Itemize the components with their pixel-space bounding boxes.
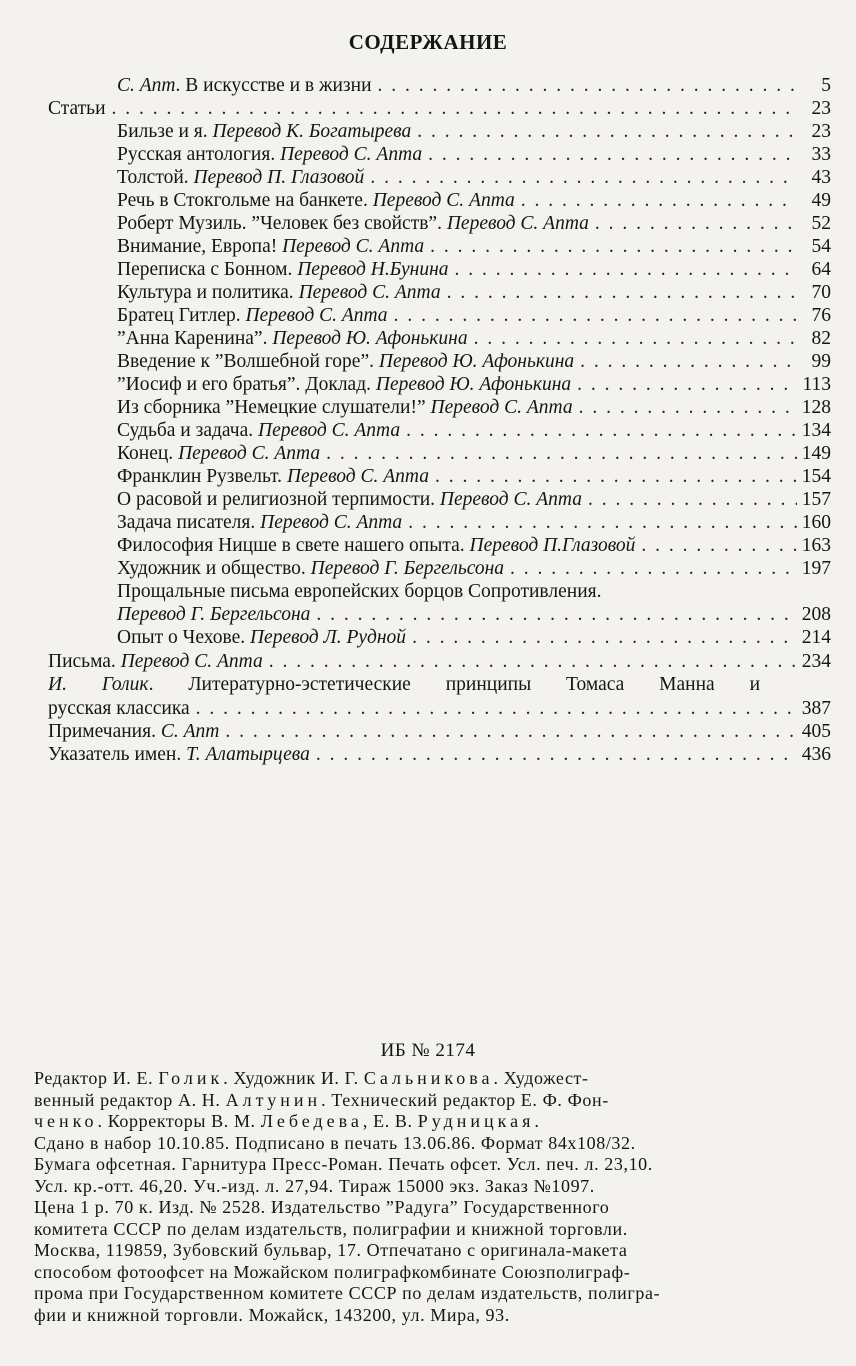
toc-entry-letters: [48, 650, 831, 674]
leader-dots: [316, 603, 797, 627]
leader-dots: [406, 419, 797, 443]
leader-dots: [579, 396, 797, 420]
imprint-line: Редактор И. Е. Голик. Художник И. Г. Сальникова. Художест-: [34, 1068, 589, 1088]
toc-page-number: 54: [811, 236, 831, 257]
toc-title: Культура и политика.: [117, 282, 294, 303]
toc-page-number: 405: [801, 721, 831, 742]
leader-dots: [428, 143, 797, 167]
toc-entry: [117, 235, 831, 259]
imprint-line: Сдано в набор 10.10.85. Подписано в печать 13.06.86. Формат 84х108/32.: [34, 1132, 636, 1153]
leader-dots: [326, 442, 797, 466]
toc-title: Переписка с Бонном.: [117, 259, 293, 280]
toc-entry-golik-line1: И. Голик. Литературно-эстетические принципы Томаса Манна и: [48, 674, 760, 695]
toc-page-number: 52: [811, 213, 831, 234]
leader-dots: [455, 258, 797, 282]
toc-entry: [117, 327, 831, 351]
toc-title: Письма.: [48, 651, 116, 672]
toc-entry: [117, 419, 831, 443]
toc-entry: [117, 534, 831, 558]
imprint-line: венный редактор А. Н. Алтунин. Технический редактор Е. Ф. Фон-: [34, 1089, 609, 1110]
toc-title: Толстой.: [117, 167, 189, 188]
toc-title: Внимание, Европа!: [117, 236, 278, 257]
toc-translator: Перевод Г. Бергельсона: [117, 604, 311, 625]
toc-entry: [117, 511, 831, 535]
toc-title: . В искусстве и в жизни: [175, 75, 372, 96]
toc-title: Братец Гитлер.: [117, 305, 241, 326]
ib-number: ИБ № 2174: [380, 1040, 476, 1061]
imprint-line: способом фотоофсет на Можайском полиграфкомбинате Союзполиграф-: [34, 1261, 631, 1282]
toc-translator: Перевод Ю. Афонькина: [272, 328, 468, 349]
toc-title: русская классика: [48, 698, 190, 719]
toc-entry: [117, 120, 831, 144]
leader-dots: [378, 74, 798, 98]
leader-dots: [370, 166, 797, 190]
leader-dots: [588, 488, 797, 512]
leader-dots: [577, 373, 797, 397]
toc-page-number: 387: [801, 698, 831, 719]
toc-page-number: 197: [801, 558, 831, 579]
leader-dots: [447, 281, 797, 305]
toc-page-number: 113: [802, 374, 831, 395]
toc-translator: Перевод С. Апта: [282, 236, 425, 257]
toc-title: Речь в Стокгольме на банкете.: [117, 190, 368, 211]
toc-entry: [117, 396, 831, 420]
toc-entry: [117, 465, 831, 489]
toc-title: Философия Ницше в свете нашего опыта.: [117, 535, 465, 556]
imprint-line: Москва, 119859, Зубовский бульвар, 17. Отпечатано с оригинала-макета: [34, 1240, 628, 1260]
toc-entry: [117, 373, 831, 397]
toc-page-number: 208: [801, 604, 831, 625]
toc-title: Из сборника ”Немецкие слушатели!”: [117, 397, 426, 418]
leader-dots: [435, 465, 797, 489]
leader-dots: [580, 350, 797, 374]
toc-page-number: 99: [811, 351, 831, 372]
toc-translator: Перевод П. Глазовой: [193, 167, 365, 188]
leader-dots: [316, 743, 797, 767]
toc-page-number: 5: [821, 75, 831, 96]
toc-page-number: 134: [801, 420, 831, 441]
toc-page-number: 234: [801, 651, 831, 672]
leader-dots: [521, 189, 797, 213]
toc-translator: Перевод Н.Бунина: [297, 259, 449, 280]
toc-author: Т. Алатырцева: [186, 744, 310, 765]
toc-entry: [117, 258, 831, 282]
toc-entry-farewell: [117, 603, 831, 627]
toc-translator: Перевод С. Апта: [298, 282, 441, 303]
toc-translator: Перевод С. Апта: [280, 144, 423, 165]
toc-translator: Перевод С. Апта: [178, 443, 321, 464]
leader-dots: [474, 327, 797, 351]
toc-entry-index: [48, 743, 831, 767]
toc-title: Примечания.: [48, 721, 156, 742]
toc-entry: [117, 189, 831, 213]
toc-page-number: 128: [801, 397, 831, 418]
toc-page-number: 23: [811, 121, 831, 142]
leader-dots: [269, 650, 797, 674]
toc-author: И. Голик: [48, 674, 149, 695]
toc-page-number: 33: [811, 144, 831, 165]
toc-title: ”Иосиф и его братья”. Доклад.: [117, 374, 371, 395]
imprint-line: ченко. Корректоры В. М. Лебедева, Е. В. Рудницкая.: [34, 1111, 540, 1131]
toc-page-number: 64: [811, 259, 831, 280]
imprint-line: фии и книжной торговли. Можайск, 143200, ул. Мира, 93.: [34, 1304, 510, 1325]
toc-page-number: 82: [811, 328, 831, 349]
imprint-line: прома при Государственном комитете СССР по делам издательств, полигра-: [34, 1283, 661, 1303]
leader-dots: [225, 720, 797, 744]
toc-translator: Перевод С. Апта: [446, 213, 589, 234]
leader-dots: [417, 120, 797, 144]
toc-page-number: 160: [801, 512, 831, 533]
toc-page-number: 149: [801, 443, 831, 464]
leader-dots: [595, 212, 797, 236]
toc-translator: Перевод П.Глазовой: [469, 535, 636, 556]
toc-author: С. Апт: [160, 721, 220, 742]
toc-title: Литературно-эстетические принципы Томаса Манна и: [188, 674, 760, 695]
leader-dots: [394, 304, 797, 328]
leader-dots: [412, 626, 797, 650]
toc-title: Задача писателя.: [117, 512, 256, 533]
toc-entry-farewell-title: Прощальные письма европейских борцов Сопротивления.: [117, 581, 602, 602]
leader-dots: [430, 235, 797, 259]
toc-translator: Перевод Г. Бергельсона: [310, 558, 505, 579]
toc-translator: Перевод С. Апта: [372, 190, 515, 211]
toc-entry: [117, 442, 831, 466]
toc-title: Введение к ”Волшебной горе”.: [117, 351, 374, 372]
toc-page-number: 157: [801, 489, 831, 510]
toc-entry: [117, 281, 831, 305]
toc-translator: Перевод Ю. Афонькина: [378, 351, 575, 372]
leader-dots: [112, 97, 797, 121]
toc-page-number: 23: [811, 98, 831, 119]
toc-title: Судьба и задача.: [117, 420, 254, 441]
imprint-line: Усл. кр.-отт. 46,20. Уч.-изд. л. 27,94. Тираж 15000 экз. Заказ №1097.: [34, 1175, 595, 1196]
toc-translator: Перевод С. Апта: [439, 489, 582, 510]
toc-title: Русская антология.: [117, 144, 276, 165]
toc-entry: [117, 557, 831, 581]
toc-title: Опыт о Чехове.: [117, 627, 246, 648]
leader-dots: [196, 697, 797, 721]
imprint-line: комитета СССР по делам издательств, полиграфии и книжной торговли.: [34, 1218, 628, 1239]
toc-author: С. Апт: [117, 75, 176, 96]
toc-page-number: 214: [801, 627, 831, 648]
toc-translator: Перевод Ю. Афонькина: [375, 374, 572, 395]
toc-entry-apt: [117, 74, 831, 98]
toc-translator: Перевод С. Апта: [245, 305, 388, 326]
toc-page-number: 154: [801, 466, 831, 487]
toc-title: Роберт Музиль. ”Человек без свойств”.: [117, 213, 442, 234]
toc-title: Указатель имен.: [48, 744, 182, 765]
toc-entry: [117, 304, 831, 328]
toc-entry: [117, 212, 831, 236]
toc-translator: Перевод К. Богатырева: [212, 121, 412, 142]
toc-title: Художник и общество.: [117, 558, 306, 579]
toc-entry: [117, 350, 831, 374]
leader-dots: [641, 534, 797, 558]
toc-translator: Перевод С. Апта: [430, 397, 573, 418]
toc-title: Статьи: [48, 98, 106, 119]
page-title: СОДЕРЖАНИЕ: [348, 30, 508, 54]
toc-title: О расовой и религиозной терпимости.: [117, 489, 436, 510]
toc-translator: Перевод Л. Рудной: [249, 627, 407, 648]
toc-title: Конец.: [117, 443, 174, 464]
toc-entry-golik: [48, 697, 831, 721]
toc-entry-notes: [48, 720, 831, 744]
imprint-line: Цена 1 р. 70 к. Изд. № 2528. Издательство ”Радуга” Государственного: [34, 1197, 610, 1217]
toc-entry: [117, 143, 831, 167]
toc-title: Франклин Рузвельт.: [117, 466, 283, 487]
toc-entry: [117, 488, 831, 512]
toc-translator: Перевод С. Апта: [260, 512, 403, 533]
toc-page-number: 76: [811, 305, 831, 326]
toc-page-number: 436: [801, 744, 831, 765]
toc-translator: Перевод С. Апта: [286, 466, 430, 487]
toc-title: Бильзе и я.: [117, 121, 208, 142]
toc-page-number: 49: [811, 190, 831, 211]
imprint-block: [34, 1068, 824, 1326]
toc-page-number: 70: [811, 282, 831, 303]
toc-page-number: 163: [801, 535, 831, 556]
toc-entry-chekhov: [117, 626, 831, 650]
toc-translator: Перевод С. Апта: [258, 420, 401, 441]
toc-translator: Перевод С. Апта: [120, 651, 263, 672]
leader-dots: [408, 511, 797, 535]
toc-title: ”Анна Каренина”.: [117, 328, 268, 349]
toc-entry: [117, 166, 831, 190]
toc-page-number: 43: [811, 167, 831, 188]
toc-entry-stati: [48, 97, 831, 121]
leader-dots: [510, 557, 797, 581]
imprint-line: Бумага офсетная. Гарнитура Пресс-Роман. Печать офсет. Усл. печ. л. 23,10.: [34, 1154, 653, 1174]
